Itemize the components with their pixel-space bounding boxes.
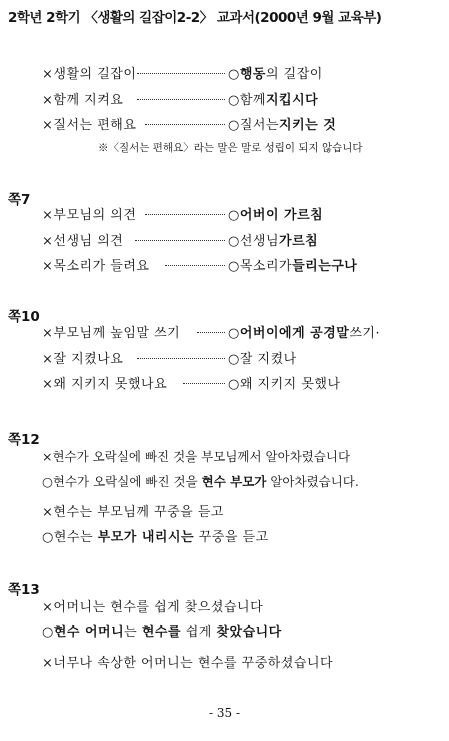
leader-dots: [165, 265, 225, 266]
correct-bold: 들리는구나: [292, 259, 358, 274]
page-header: 2학년 2학기 〈생활의 길잡이2-2〉 교과서(2000년 9월 교육부): [8, 10, 382, 26]
row-10-2: [42, 352, 297, 368]
bold-text: 현수 부모가: [201, 474, 267, 489]
plain-text: 꾸중을 듣고: [194, 530, 269, 545]
row-7-3: [42, 259, 357, 275]
correct-mark: ○: [228, 326, 240, 341]
correct-plain: ○왜 지키지 못했나: [228, 377, 341, 392]
correct-rest: 의 길잡이: [265, 67, 323, 82]
correct-plain: ○선생님: [228, 234, 280, 249]
bold-text: 현수 어머니: [53, 625, 125, 640]
section-title-page12: 쪽12: [8, 432, 40, 448]
row-1-1: [42, 67, 323, 83]
wrong-phrase: ×선생님 의견: [42, 234, 124, 249]
row-7-1: [42, 208, 323, 224]
bold-text: 현수를: [141, 625, 182, 640]
correct-mark: ○: [228, 208, 240, 223]
wrong-phrase: ×함께 지켜요: [42, 93, 124, 108]
row-1-2: [42, 93, 318, 109]
leader-dots: [137, 99, 225, 100]
section-title-page7: 쪽7: [8, 192, 31, 208]
plain-text: ○현수는: [42, 530, 98, 545]
p12-line-1: ×현수가 오락실에 빠진 것을 부모님께서 알아차렸습니다: [42, 449, 351, 464]
bold-text: 부모가 내리시는: [97, 530, 195, 545]
correct-plain: ○함께: [228, 93, 266, 108]
wrong-phrase: ×잘 지켰나요: [42, 352, 124, 367]
correct-plain: ○질서는: [228, 118, 280, 133]
p13-line-3: ×너무나 속상한 어머니는 현수를 꾸중하셨습니다: [42, 656, 334, 671]
p13-line-2: [42, 625, 282, 641]
leader-dots: [145, 214, 225, 215]
wrong-phrase: ×생활의 길잡이: [42, 67, 137, 82]
plain-text: ○현수가 오락실에 빠진 것을: [42, 474, 202, 489]
correct-rest: 쓰기·: [349, 326, 381, 341]
page-number: - 35 -: [208, 706, 240, 720]
leader-dots: [137, 358, 225, 359]
plain-text: 알아차렸습니다.: [266, 474, 359, 489]
correct-bold: 행동: [239, 67, 266, 82]
leader-dots: [135, 240, 225, 241]
p12-line-4: [42, 530, 269, 546]
p13-line-1: ×어머니는 현수를 쉽게 찾으셨습니다: [42, 600, 264, 615]
leader-dots: [197, 332, 225, 333]
correct-bold: 어버이 가르침: [239, 208, 324, 223]
correct-bold: 가르침: [279, 234, 319, 249]
wrong-phrase: ×왜 지키지 못했나요: [42, 377, 168, 392]
wrong-phrase: ×질서는 편해요: [42, 118, 137, 133]
leader-dots: [145, 124, 225, 125]
row-1-3: [42, 118, 336, 134]
bold-text: 찾았습니다: [216, 625, 282, 640]
plain-text: 는: [124, 625, 142, 640]
wrong-phrase: ×부모님의 의견: [42, 208, 137, 223]
row-7-2: [42, 234, 318, 250]
p12-line-2: [42, 474, 359, 490]
correct-bold: 지키는 것: [279, 118, 337, 133]
wrong-phrase: ×목소리가 들려요: [42, 259, 150, 274]
correct-mark: ○: [228, 67, 240, 82]
leader-dots: [137, 73, 225, 74]
plain-text: 쉽게: [181, 625, 217, 640]
row-10-3: [42, 377, 341, 393]
correct-bold: 지킵시다: [265, 93, 319, 108]
correct-plain: ○잘 지켰나: [228, 352, 297, 367]
wrong-phrase: ×부모님께 높임말 쓰기: [42, 326, 181, 341]
correct-bold: 어버이에게 공경말: [239, 326, 350, 341]
section-title-page13: 쪽13: [8, 582, 40, 598]
row-10-1: [42, 326, 380, 342]
correct-plain: ○목소리가: [228, 259, 293, 274]
p12-line-3: ×현수는 부모님께 꾸중을 듣고: [42, 505, 224, 520]
plain-text: ○: [42, 625, 54, 640]
note-text: ※〈질서는 편해요〉라는 말은 말로 성립이 되지 않습니다: [98, 142, 363, 154]
section-title-page10: 쪽10: [8, 309, 40, 325]
leader-dots: [183, 383, 225, 384]
